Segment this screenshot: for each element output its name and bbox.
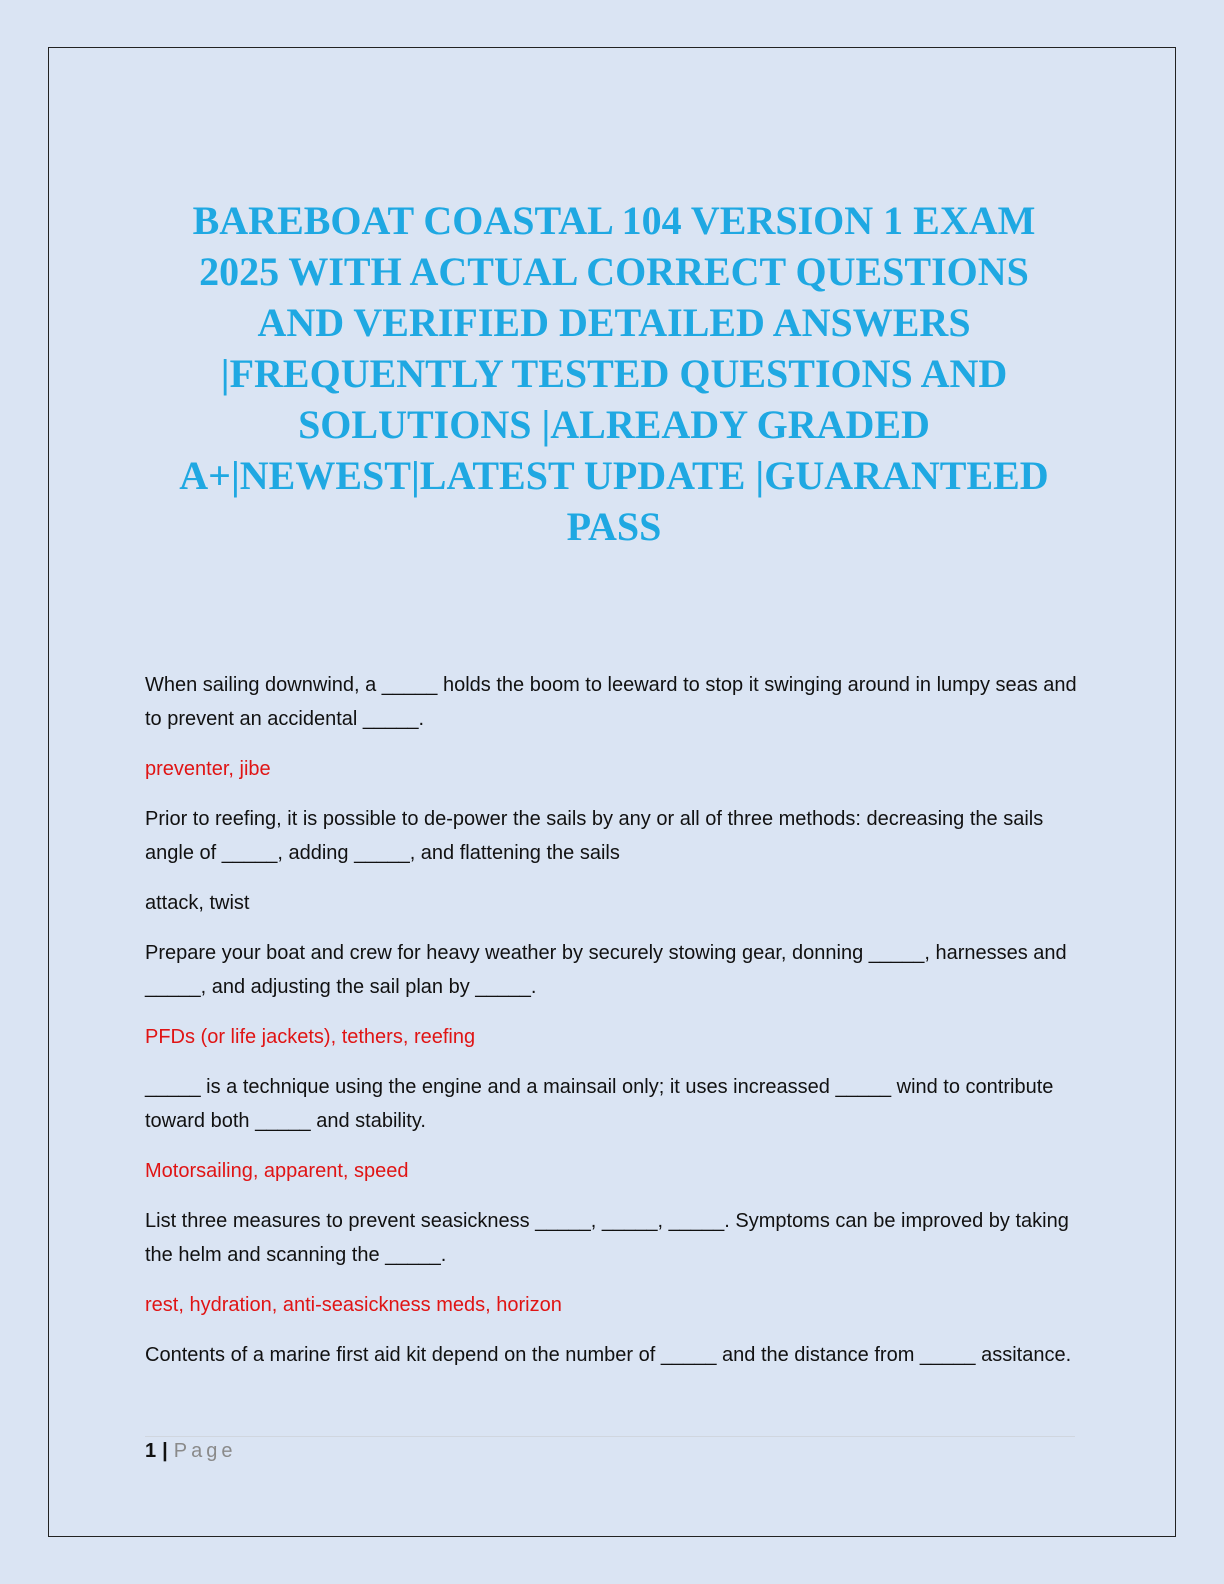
qa-item <box>145 668 1085 786</box>
question-text: _____ is a technique using the engine and a mainsail only; it uses increassed _____ wind to contribute toward both _____ and stability. <box>145 1076 1054 1132</box>
page-label: Page <box>173 1440 237 1462</box>
answer-text: Motorsailing, apparent, speed <box>145 1160 409 1182</box>
page-footer <box>145 1440 236 1463</box>
question-text: Prior to reefing, it is possible to de-power the sails by any or all of three methods: decreasing the sails angle of _____, adding _____, and flattening the sails <box>145 808 1044 864</box>
answer-text: attack, twist <box>145 892 250 914</box>
qa-item <box>145 1204 1085 1322</box>
qa-item <box>145 802 1085 920</box>
document-page <box>48 47 1176 1537</box>
answer-text: preventer, jibe <box>145 758 271 780</box>
title-line: A+|NEWEST|LATEST UPDATE |GUARANTEED <box>179 453 1049 498</box>
title-line: SOLUTIONS |ALREADY GRADED <box>298 402 930 447</box>
qa-item <box>145 936 1085 1054</box>
answer-text: rest, hydration, anti-seasickness meds, horizon <box>145 1294 562 1316</box>
qa-item <box>145 1070 1085 1188</box>
title-line: PASS <box>566 504 662 549</box>
answer-text: PFDs (or life jackets), tethers, reefing <box>145 1026 476 1048</box>
document-title <box>144 195 1084 552</box>
title-line: |FREQUENTLY TESTED QUESTIONS AND <box>220 351 1008 396</box>
question-text: When sailing downwind, a _____ holds the boom to leeward to stop it swinging around in lumpy seas and to prevent an accidental _____. <box>145 674 1077 730</box>
footer-separator: | <box>162 1440 168 1462</box>
question-text: Prepare your boat and crew for heavy weather by securely stowing gear, donning _____, harnesses and _____, and adjusting the sail plan by _____. <box>145 942 1067 998</box>
qa-item <box>145 1338 1085 1372</box>
title-line: 2025 WITH ACTUAL CORRECT QUESTIONS <box>199 249 1029 294</box>
title-line: BAREBOAT COASTAL 104 VERSION 1 EXAM <box>192 198 1036 243</box>
qa-list <box>145 668 1085 1388</box>
page-number: 1 <box>145 1440 157 1462</box>
question-text: List three measures to prevent seasickness _____, _____, _____. Symptoms can be improved by taking the helm and scanning the _____. <box>145 1210 1069 1266</box>
question-text: Contents of a marine first aid kit depend on the number of _____ and the distance from _____ assitance. <box>145 1344 1072 1366</box>
footer-divider <box>145 1436 1075 1437</box>
title-line: AND VERIFIED DETAILED ANSWERS <box>257 300 971 345</box>
